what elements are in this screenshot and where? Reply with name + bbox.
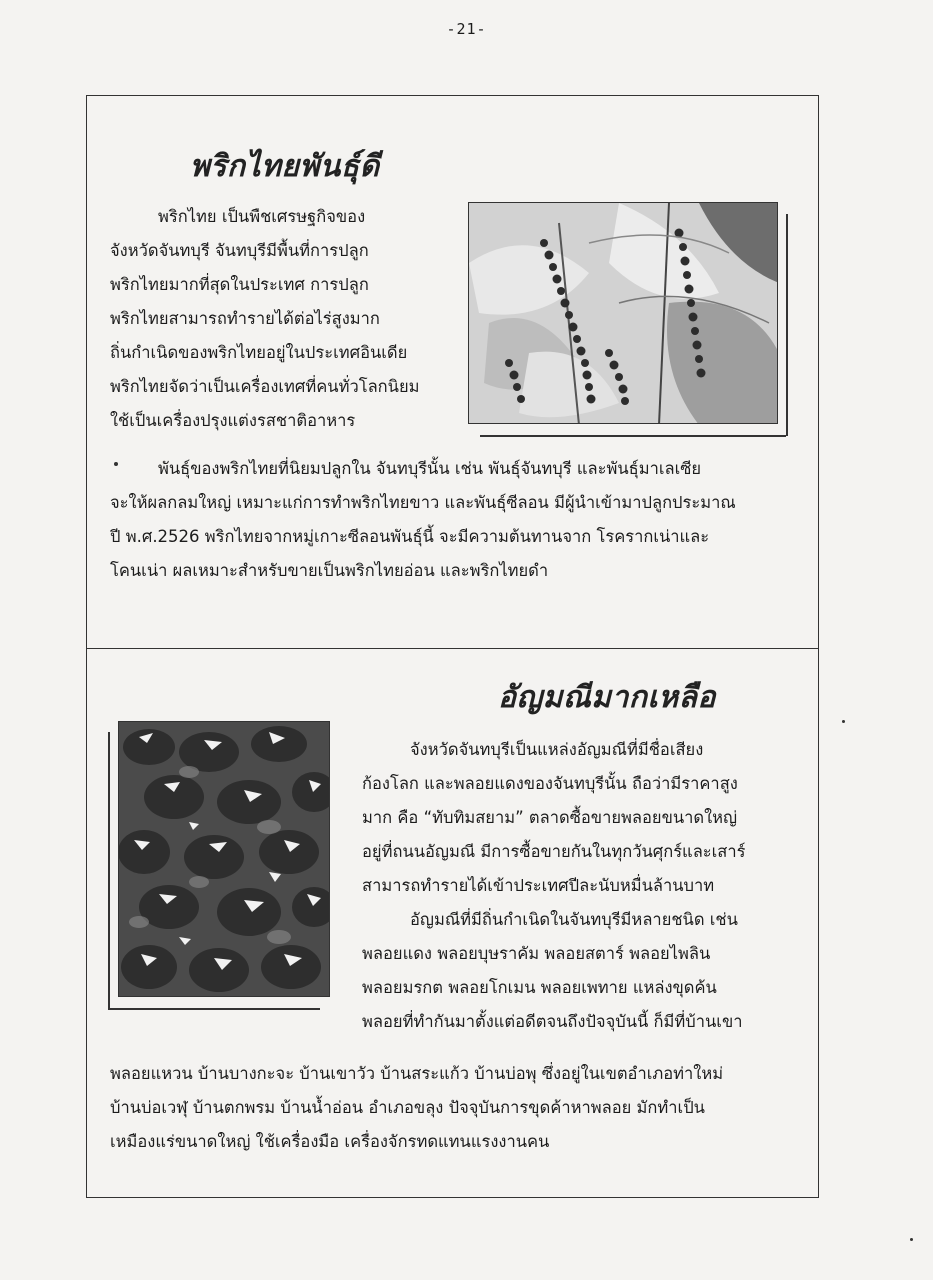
text-line: สามารถทำรายได้เข้าประเทศปีละนับหมื่นล้านบาท (362, 876, 715, 895)
text-line: พริกไทยจัดว่าเป็นเครื่องเทศที่คนทั่วโลกนิยม (110, 377, 420, 396)
text-line: บ้านบ่อเวฬุ บ้านตกพรม บ้านน้ำอ่อน อำเภอขลุง ปัจจุบันการขุดค้าหาพลอย มักทำเป็น (110, 1098, 705, 1117)
gemstones-image (119, 722, 330, 997)
text-line: พลอยแดง พลอยบุษราคัม พลอยสตาร์ พลอยไพลิน (362, 944, 711, 963)
text-line: มาก คือ “ทับทิมสยาม” ตลาดซื้อขายพลอยขนาดใหญ่ (362, 808, 738, 827)
text-line: จังหวัดจันทบุรีเป็นแหล่งอัญมณีที่มีชื่อเสียง (410, 740, 704, 759)
ink-speck (842, 720, 845, 723)
text-line: ก้องโลก และพลอยแดงของจันทบุรีนั้น ถือว่ามีราคาสูง (362, 774, 738, 793)
text-line: จังหวัดจันทบุรี จันทบุรีมีพื้นที่การปลูก (110, 241, 369, 260)
text-line: พริกไทย เป็นพืชเศรษฐกิจของ (158, 207, 366, 226)
text-line: ถิ่นกำเนิดของพริกไทยอยู่ในประเทศอินเดีย (110, 343, 408, 362)
pepper-photo (468, 202, 778, 424)
ink-speck (114, 462, 118, 466)
text-line: อยู่ที่ถนนอัญมณี มีการซื้อขายกันในทุกวันศุกร์และเสาร์ (362, 842, 746, 861)
text-line: อัญมณีที่มีถิ่นกำเนิดในจันทบุรีมีหลายชนิด เช่น (410, 910, 738, 929)
pepper-variety-paragraph (110, 452, 736, 588)
ink-speck (910, 1238, 913, 1241)
gems-heading: อัญมณีมากเหลือ (498, 680, 716, 715)
text-line: ใช้เป็นเครื่องปรุงแต่งรสชาติอาหาร (110, 411, 356, 430)
text-line: พันธุ์ของพริกไทยที่นิยมปลูกใน จันทบุรีนั้น เช่น พันธุ์จันทบุรี และพันธุ์มาเลเซีย (158, 459, 702, 478)
text-line: พลอยมรกต พลอยโกเมน พลอยเพทาย แหล่งขุดค้น (362, 978, 717, 997)
text-line: พลอยแหวน บ้านบางกะจะ บ้านเขาวัว บ้านสระแก้ว บ้านบ่อพุ ซึ่งอยู่ในเขตอำเภอท่าใหม่ (110, 1064, 724, 1083)
page-number: -21- (446, 20, 487, 38)
gems-photo-shadow-left (108, 732, 110, 1009)
gems-intro-paragraph (362, 733, 746, 903)
text-line: พลอยที่ทำกันมาตั้งแต่อดีตจนถึงปัจจุบันนี้ ก็มีที่บ้านเขา (362, 1012, 743, 1031)
pepper-heading: พริกไทยพันธุ์ดี (190, 149, 380, 184)
pepper-photo-shadow-bottom (480, 435, 786, 437)
text-line: เหมืองแร่ขนาดใหญ่ ใช้เครื่องมือ เครื่องจักรทดแทนแรงงานคน (110, 1132, 550, 1151)
pepper-vine-image (469, 203, 778, 424)
text-line: จะให้ผลกลมใหญ่ เหมาะแก่การทำพริกไทยขาว และพันธุ์ซีลอน มีผู้นำเข้ามาปลูกประมาณ (110, 493, 736, 512)
pepper-photo-shadow-right (786, 214, 788, 436)
gems-photo (118, 721, 330, 997)
text-line: ปี พ.ศ.2526 พริกไทยจากหมู่เกาะซีลอนพันธุ์นี้ จะมีความต้นทานจาก โรครากเน่าและ (110, 527, 710, 546)
text-line: โคนเน่า ผลเหมาะสำหรับขายเป็นพริกไทยอ่อน และพริกไทยดำ (110, 561, 549, 580)
pepper-intro-paragraph (110, 200, 420, 438)
gems-mining-paragraph (110, 1057, 723, 1159)
section-divider (87, 648, 818, 649)
text-line: พริกไทยมากที่สุดในประเทศ การปลูก (110, 275, 369, 294)
gems-photo-shadow-bottom (108, 1008, 320, 1010)
gems-varieties-paragraph (362, 903, 742, 1039)
text-line: พริกไทยสามารถทำรายได้ต่อไร่สูงมาก (110, 309, 380, 328)
